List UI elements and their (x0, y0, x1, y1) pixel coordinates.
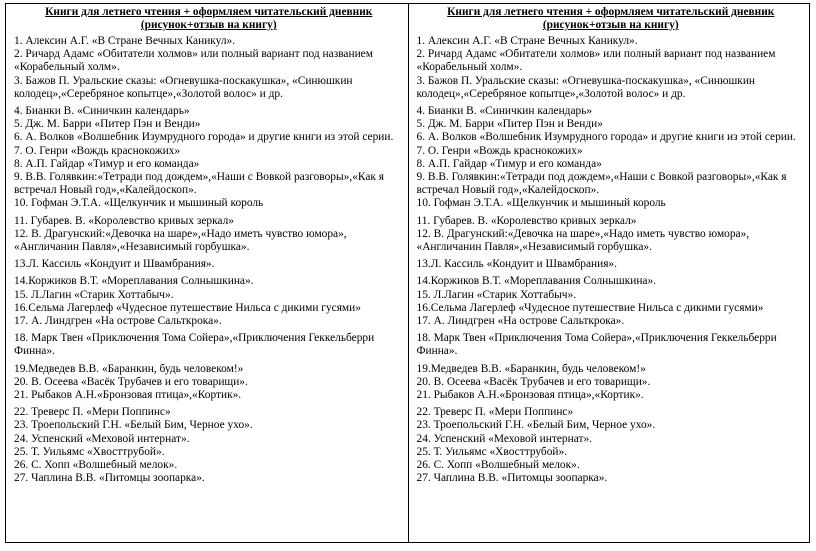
right-column (408, 4, 810, 542)
list-item: 3. Бажов П. Уральские сказы: «Огневушка-поскакушка», «Синюшкин колодец»,«Серебряное копытце»,«Золотой волос» и др. (416, 74, 756, 100)
list-item: 1. Алексин А.Г. «В Стране Вечных Каникул». (14, 35, 236, 47)
list-item: 2. Ричард Адамс «Обитатели холмов» или полный вариант под названием «Корабельный холм». (416, 48, 776, 74)
list-item: 27. Чаплина В.В. «Питомцы зоопарка». (416, 472, 608, 485)
list-item: 11. Губарев. В. «Королевство кривых зеркал» (416, 214, 637, 227)
list-item: 19.Медведев В.В. «Баранкин, будь человеком!» (416, 362, 646, 375)
list-item: 13.Л. Кассиль «Кондуит и Швамбрания». (416, 258, 617, 271)
list-item: 21. Рыбаков А.Н.«Бронзовая птица»,«Кортик». (14, 389, 242, 402)
list-item: 2. Ричард Адамс «Обитатели холмов» или полный вариант под названием «Корабельный холм». (14, 48, 373, 74)
list-item: 4. Бианки В. «Синичкин календарь» (416, 105, 593, 118)
list-item: 3. Бажов П. Уральские сказы: «Огневушка-поскакушка», «Синюшкин колодец»,«Серебряное копытце»,«Золотой волос» и др. (14, 74, 353, 100)
list-item: 25. Т. Уильямс «Хвосттрубой». (416, 445, 568, 458)
list-item: 24. Успенский «Меховой интернат». (14, 432, 190, 445)
list-item: 7. О. Генри «Вождь краснокожих» (14, 144, 181, 157)
list-item: 20. В. Осеева «Васёк Трубачев и его товарищи». (416, 375, 651, 388)
list-item: 12. В. Драгунский:«Девочка на шаре»,«Надо иметь чувство юмора», «Англичанин Павля»,«Независимый горбушка». (14, 227, 347, 254)
list-item: 6. А. Волков «Волшебник Изумрудного города» и другие книги из этой серии. (416, 131, 796, 144)
list-title-left: Книги для летнего чтения + оформляем читательский дневник (рисунок+отзыв на книгу) (45, 6, 373, 31)
list-item: 26. С. Хопп «Волшебный мелок». (416, 459, 580, 472)
list-item: 9. В.В. Голявкин:«Тетради под дождем»,«Наши с Вовкой разговоры»,«Как я встречал Новый год»,«Калейдоскоп». (14, 171, 385, 197)
reading-list-sheet (5, 3, 810, 543)
list-item: 20. В. Осеева «Васёк Трубачев и его товарищи». (14, 375, 248, 388)
list-item: 18. Марк Твен «Приключения Тома Сойера»,«Приключения Геккельберри Финна». (14, 332, 375, 358)
list-item: 17. А. Линдгрен «На острове Сальткрока». (416, 315, 625, 328)
list-item: 22. Треверс П. «Мери Поппинс» (14, 406, 171, 419)
list-item: 9. В.В. Голявкин:«Тетради под дождем»,«Наши с Вовкой разговоры»,«Как я встречал Новый год»,«Калейдоскоп». (416, 171, 787, 197)
list-item: 16.Сельма Лагерлеф «Чудесное путешествие Нильса с дикими гусями» (14, 301, 361, 314)
list-item: 4. Бианки В. «Синичкин календарь» (14, 105, 190, 118)
list-item: 27. Чаплина В.В. «Питомцы зоопарка». (14, 472, 205, 485)
list-item: 6. А. Волков «Волшебник Изумрудного города» и другие книги из этой серии. (14, 131, 394, 144)
list-item: 12. В. Драгунский:«Девочка на шаре»,«Надо иметь чувство юмора», «Англичанин Павля»,«Независимый горбушка». (416, 227, 750, 254)
list-item: 8. А.П. Гайдар «Тимур и его команда» (416, 157, 602, 170)
list-item: 23. Троепольский Г.Н. «Белый Бим, Черное ухо». (14, 419, 253, 432)
list-item: 8. А.П. Гайдар «Тимур и его команда» (14, 157, 200, 170)
list-item: 1. Алексин А.Г. «В Стране Вечных Каникул». (416, 35, 638, 47)
book-list-right (417, 35, 806, 486)
list-item: 10. Гофман Э.Т.А. «Щелкунчик и мышиный король (14, 197, 264, 210)
list-item: 5. Дж. М. Барри «Питер Пэн и Венди» (14, 118, 201, 131)
list-item: 17. А. Линдгрен «На острове Сальткрока». (14, 315, 222, 328)
list-item: 23. Троепольский Г.Н. «Белый Бим, Черное ухо». (416, 419, 656, 432)
list-item: 5. Дж. М. Барри «Питер Пэн и Венди» (416, 118, 603, 131)
list-item: 19.Медведев В.В. «Баранкин, будь человеком!» (14, 362, 244, 375)
left-column (6, 4, 408, 542)
list-item: 7. О. Генри «Вождь краснокожих» (416, 144, 583, 157)
list-item: 18. Марк Твен «Приключения Тома Сойера»,«Приключения Геккельберри Финна». (416, 332, 777, 358)
list-item: 15. Л.Лагин «Старик Хоттабыч». (416, 288, 577, 301)
book-list-left (14, 35, 404, 486)
list-item: 14.Коржиков В.Т. «Мореплавания Солнышкина». (416, 275, 657, 288)
list-item: 10. Гофман Э.Т.А. «Щелкунчик и мышиный король (416, 197, 666, 210)
list-item: 21. Рыбаков А.Н.«Бронзовая птица»,«Кортик». (416, 389, 644, 402)
list-item: 13.Л. Кассиль «Кондуит и Швамбрания». (14, 258, 215, 271)
list-item: 22. Треверс П. «Мери Поппинс» (416, 406, 574, 419)
list-item: 24. Успенский «Меховой интернат». (416, 432, 592, 445)
list-item: 14.Коржиков В.Т. «Мореплавания Солнышкина». (14, 275, 254, 288)
list-item: 25. Т. Уильямс «Хвосттрубой». (14, 445, 165, 458)
list-item: 11. Губарев. В. «Королевство кривых зеркал» (14, 214, 234, 227)
list-title-right: Книги для летнего чтения + оформляем читательский дневник (рисунок+отзыв на книгу) (447, 6, 775, 31)
list-item: 26. С. Хопп «Волшебный мелок». (14, 459, 178, 472)
list-item: 16.Сельма Лагерлеф «Чудесное путешествие Нильса с дикими гусями» (416, 301, 764, 314)
list-item: 15. Л.Лагин «Старик Хоттабыч». (14, 288, 174, 301)
